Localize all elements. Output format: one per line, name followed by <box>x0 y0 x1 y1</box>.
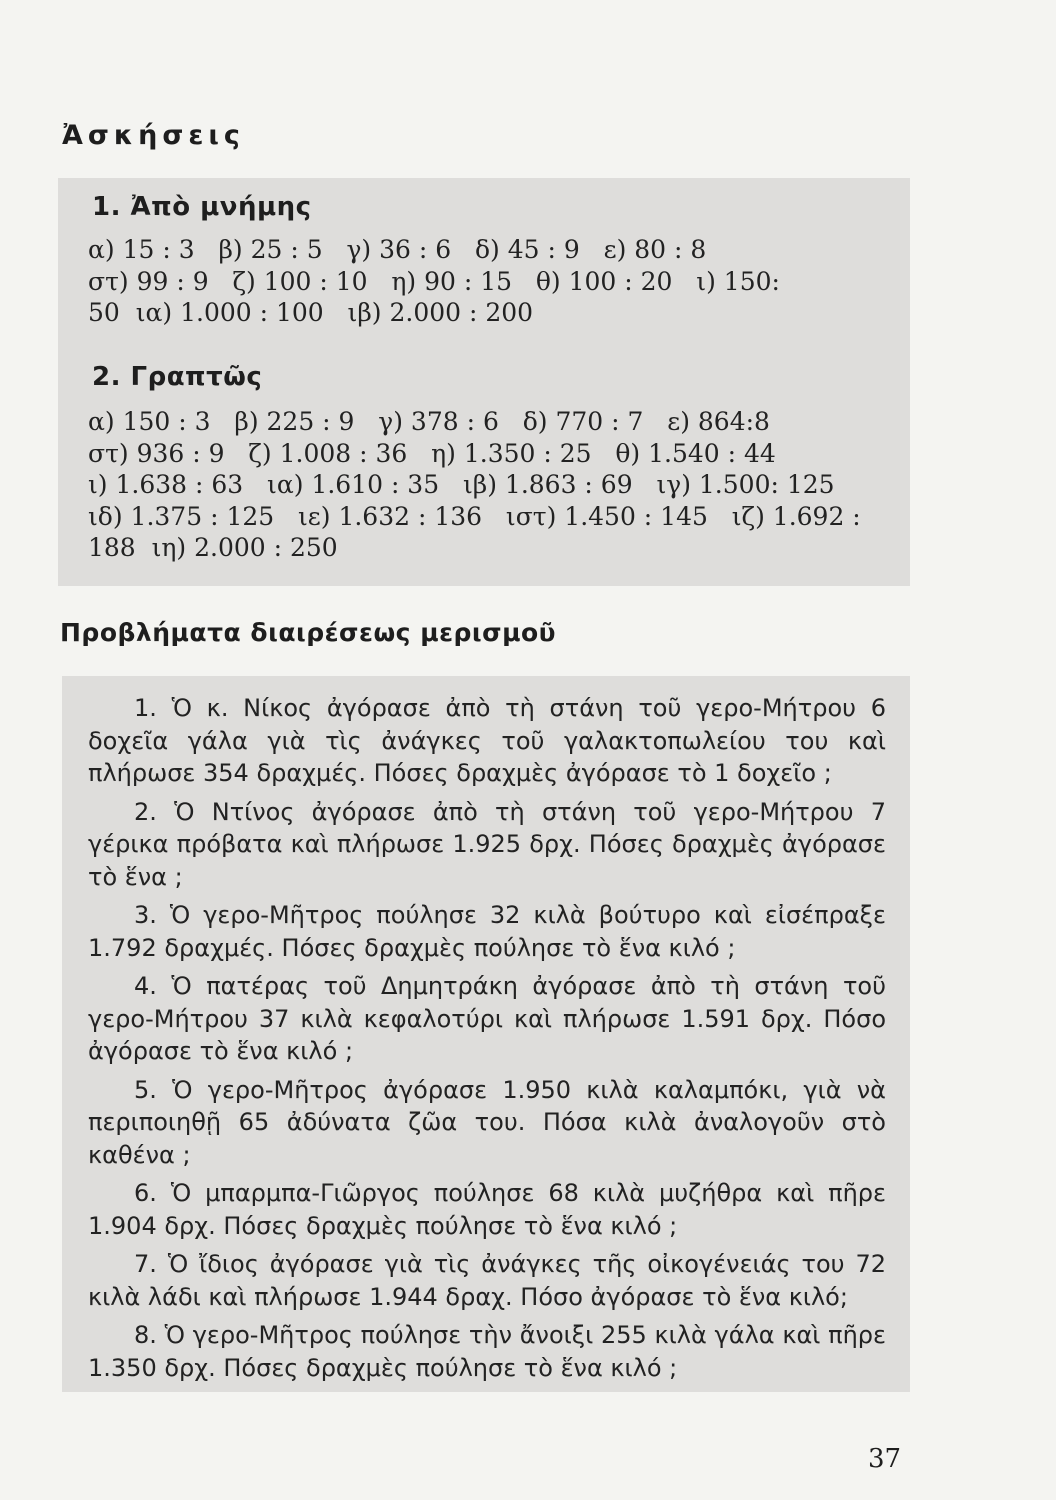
written-line: στ) 936 : 9 ζ) 1.008 : 36 η) 1.350 : 25 θ) 1.540 : 44 <box>88 438 776 468</box>
problem-item: 4. Ὁ πατέρας τοῦ Δημητράκη ἀγόρασε ἀπὸ τὴ στάνη τοῦ γερο-Μήτρου 37 κιλὰ κεφαλοτύρι καὶ πλήρωσε 1.591 δρχ. Πόσο ἀγόρασε τὸ ἕνα κιλό ; <box>88 972 886 1065</box>
problem-item: 1. Ὁ κ. Νίκος ἀγόρασε ἀπὸ τὴ στάνη τοῦ γερο-Μήτρου 6 δοχεῖα γάλα γιὰ τὶς ἀνάγκες τοῦ γαλακτοπωλείου του καὶ πλήρωσε 354 δραχμές. Πόσες δραχμὲς ἀγόρασε τὸ 1 δοχεῖο ; <box>88 694 886 787</box>
written-line: ι) 1.638 : 63 ια) 1.610 : 35 ιβ) 1.863 : 69 ιγ) 1.500: 125 <box>88 470 835 499</box>
problem-item: 7. Ὁ ἴδιος ἀγόρασε γιὰ τὶς ἀνάγκες τῆς οἰκογένειάς του 72 κιλὰ λάδι καὶ πλήρωσε 1.944 δραχ. Πόσο ἀγόρασε τὸ ἕνα κιλό; <box>88 1250 886 1311</box>
memory-line: 50 ια) 1.000 : 100 ιβ) 2.000 : 200 <box>88 298 534 327</box>
problem-item: 2. Ὁ Ντίνος ἀγόρασε ἀπὸ τὴ στάνη τοῦ γερο-Μήτρου 7 γέρικα πρόβατα καὶ πλήρωσε 1.925 δρχ. Πόσες δραχμὲς ἀγόρασε τὸ ἕνα ; <box>88 797 886 891</box>
problem-item: 6. Ὁ μπαρμπα-Γιῶργος πούλησε 68 κιλὰ μυζήθρα καὶ πῆρε 1.904 δρχ. Πόσες δραχμὲς πούλησε τὸ ἕνα κιλό ; <box>88 1179 886 1240</box>
written-heading: 2. Γραπτῶς <box>92 362 263 392</box>
problems-heading: Προβλήματα διαιρέσεως μερισμοῦ <box>60 618 557 647</box>
written-line: α) 150 : 3 β) 225 : 9 γ) 378 : 6 δ) 770 : 7 ε) 864:8 <box>88 407 770 436</box>
written-line: 188 ιη) 2.000 : 250 <box>88 533 338 562</box>
problems-list <box>88 692 886 1390</box>
problem-item: 5. Ὁ γερο-Μῆτρος ἀγόρασε 1.950 κιλὰ καλαμπόκι, γιὰ νὰ περιποιηθῇ 65 ἀδύνατα ζῶα του. Πόσα κιλὰ ἀναλογοῦν στὸ καθένα ; <box>88 1075 886 1169</box>
memory-heading: 1. Ἀπὸ μνήμης <box>92 192 312 222</box>
problem-item: 3. Ὁ γερο-Μῆτρος πούλησε 32 κιλὰ βούτυρο καὶ εἰσέπραξε 1.792 δραχμές. Πόσες δραχμὲς πούλησε τὸ ἕνα κιλό ; <box>88 901 886 962</box>
problem-item: 8. Ὁ γερο-Μῆτρος πούλησε τὴν ἄνοιξι 255 κιλὰ γάλα καὶ πῆρε 1.350 δρχ. Πόσες δραχμὲς πούλησε τὸ ἕνα κιλό ; <box>88 1321 886 1382</box>
written-exercises <box>88 406 900 564</box>
page-number: 37 <box>868 1444 902 1474</box>
written-line: ιδ) 1.375 : 125 ιε) 1.632 : 136 ιστ) 1.450 : 145 ιζ) 1.692 : <box>88 501 861 531</box>
page-title: Ἀσκήσεις <box>62 120 245 151</box>
memory-line: α) 15 : 3 β) 25 : 5 γ) 36 : 6 δ) 45 : 9 ε) 80 : 8 <box>88 235 707 264</box>
memory-exercises <box>88 234 900 329</box>
memory-line: στ) 99 : 9 ζ) 100 : 10 η) 90 : 15 θ) 100 : 20 ι) 150: <box>88 266 780 296</box>
